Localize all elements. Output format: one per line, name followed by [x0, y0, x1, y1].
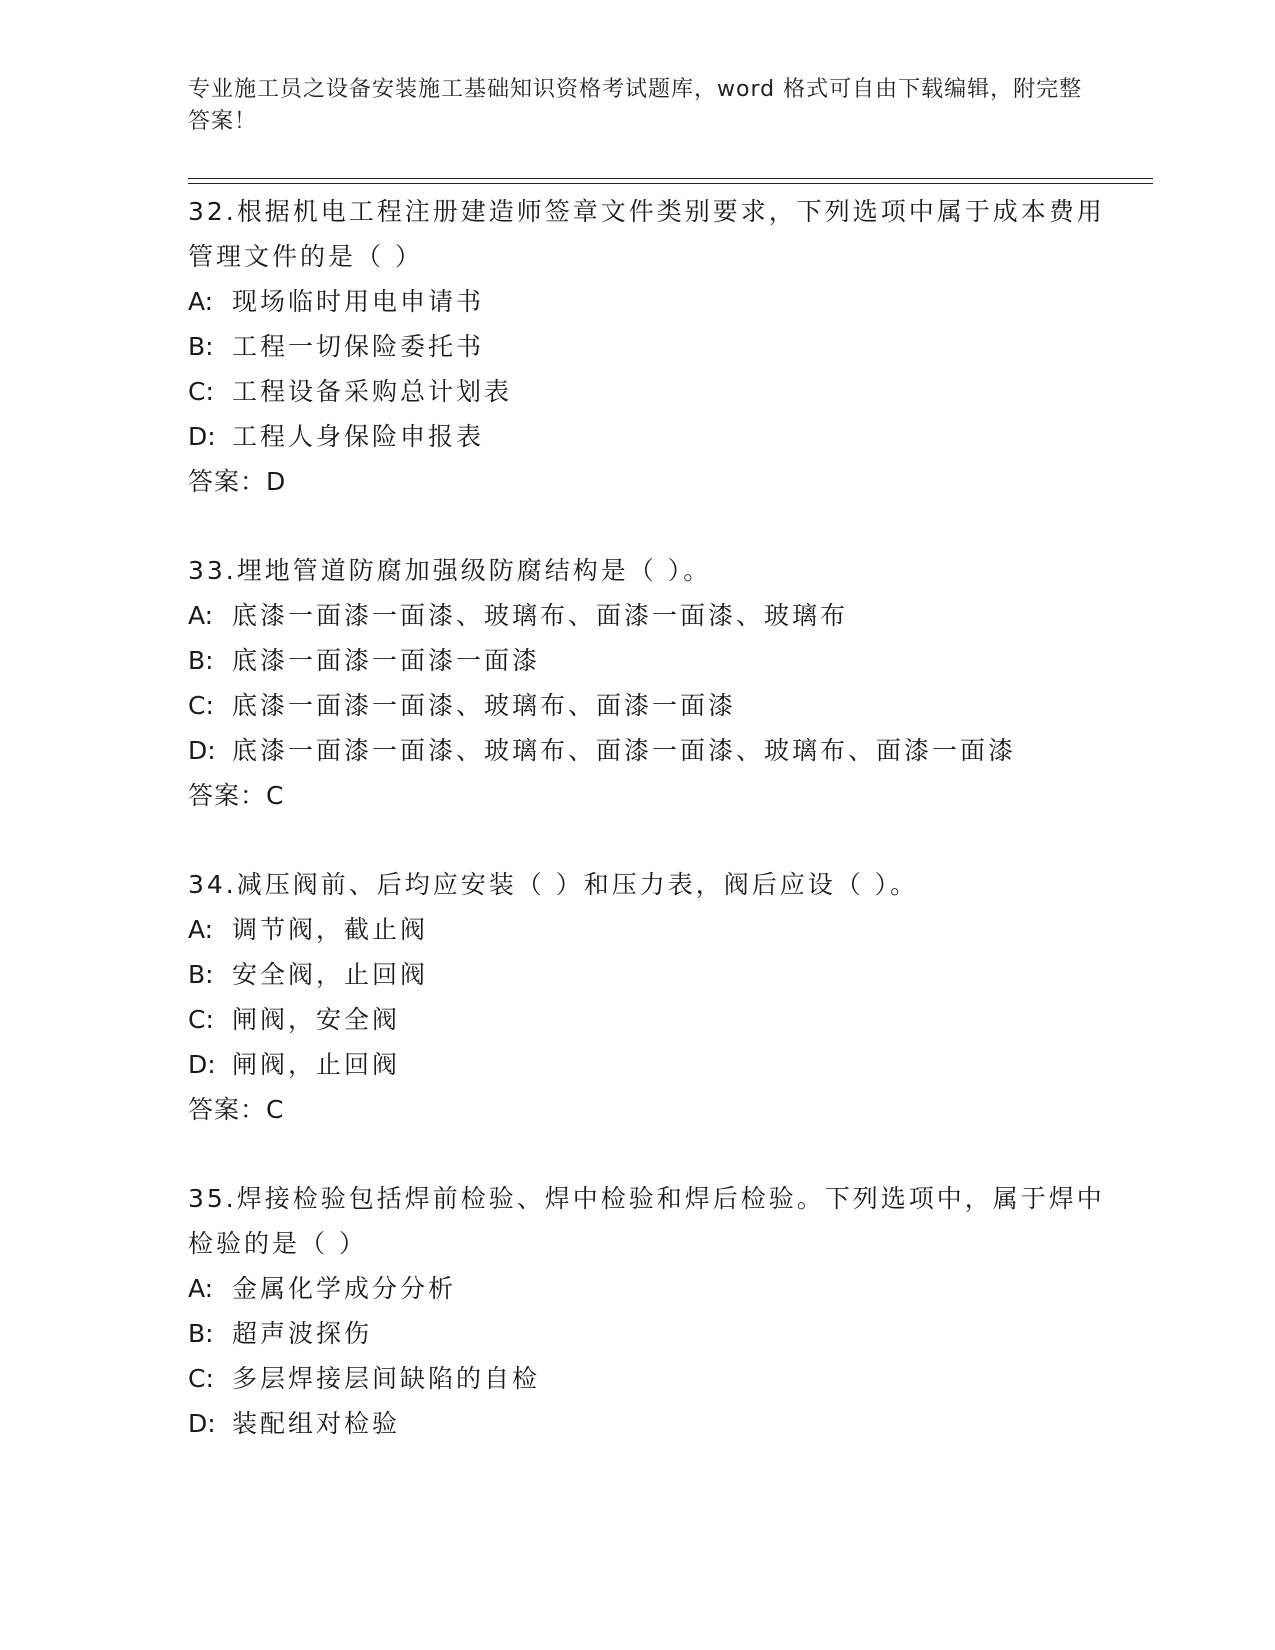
option-letter: D:: [188, 736, 216, 765]
option-b: [188, 1311, 1118, 1356]
option-letter: A:: [188, 915, 214, 944]
option-text: 现场临时用电申请书: [232, 287, 485, 316]
option-text: 装配组对检验: [232, 1409, 401, 1438]
header-rule-top: [188, 178, 1153, 179]
option-text: 闸阀，安全阀: [232, 1005, 401, 1034]
option-letter: B:: [188, 1319, 214, 1348]
question-text: 35.焊接检验包括焊前检验、焊中检验和焊后检验。下列选项中，属于焊中检验的是（ ）: [188, 1184, 1105, 1258]
option-b: [188, 324, 1118, 369]
option-letter: A:: [188, 1274, 214, 1303]
option-text: 安全阀，止回阀: [232, 960, 429, 989]
option-d: [188, 414, 1118, 459]
question-33: [188, 548, 1118, 818]
question-text: 32.根据机电工程注册建造师签章文件类别要求，下列选项中属于成本费用管理文件的是（ ）: [188, 197, 1105, 271]
option-c: [188, 1356, 1118, 1401]
answer-line: 答案：D: [188, 467, 287, 496]
option-c: [188, 369, 1118, 414]
option-d: [188, 1042, 1118, 1087]
option-b: [188, 952, 1118, 997]
option-letter: C:: [188, 691, 214, 720]
option-a: [188, 907, 1118, 952]
option-a: [188, 1266, 1118, 1311]
option-text: 底漆一面漆一面漆一面漆: [232, 646, 541, 675]
option-text: 底漆一面漆一面漆、玻璃布、面漆一面漆、玻璃布、面漆一面漆: [232, 736, 1017, 765]
option-letter: A:: [188, 287, 214, 316]
question-35: [188, 1176, 1118, 1446]
option-text: 金属化学成分分析: [232, 1274, 457, 1303]
option-letter: D:: [188, 1409, 216, 1438]
option-d: [188, 728, 1118, 773]
document-header: 专业施工员之设备安装施工基础知识资格考试题库，word 格式可自由下载编辑，附完整答案！: [188, 77, 1083, 134]
option-a: [188, 279, 1118, 324]
option-letter: B:: [188, 646, 214, 675]
header-rule-bottom: [188, 183, 1153, 184]
option-text: 工程人身保险申报表: [232, 422, 485, 451]
option-letter: D:: [188, 1050, 216, 1079]
option-text: 工程一切保险委托书: [232, 332, 485, 361]
question-32: [188, 189, 1118, 504]
option-text: 闸阀，止回阀: [232, 1050, 401, 1079]
option-letter: B:: [188, 960, 214, 989]
option-c: [188, 997, 1118, 1042]
question-34: [188, 862, 1118, 1132]
option-text: 超声波探伤: [232, 1319, 373, 1348]
option-b: [188, 638, 1118, 683]
option-letter: A:: [188, 601, 214, 630]
question-text: 33.埋地管道防腐加强级防腐结构是（ ）。: [188, 556, 712, 585]
option-text: 调节阀，截止阀: [232, 915, 429, 944]
answer-line: 答案：C: [188, 1095, 285, 1124]
option-text: 底漆一面漆一面漆、玻璃布、面漆一面漆、玻璃布: [232, 601, 849, 630]
option-c: [188, 683, 1118, 728]
option-letter: C:: [188, 1364, 214, 1393]
option-letter: B:: [188, 332, 214, 361]
option-text: 多层焊接层间缺陷的自检: [232, 1364, 541, 1393]
question-text: 34.减压阀前、后均应安装（ ）和压力表，阀后应设（ ）。: [188, 870, 919, 899]
answer-line: 答案：C: [188, 781, 285, 810]
option-d: [188, 1401, 1118, 1446]
option-letter: C:: [188, 377, 214, 406]
option-text: 工程设备采购总计划表: [232, 377, 513, 406]
question-list: [188, 189, 1118, 1490]
option-letter: C:: [188, 1005, 214, 1034]
option-letter: D:: [188, 422, 216, 451]
option-text: 底漆一面漆一面漆、玻璃布、面漆一面漆: [232, 691, 737, 720]
option-a: [188, 593, 1118, 638]
